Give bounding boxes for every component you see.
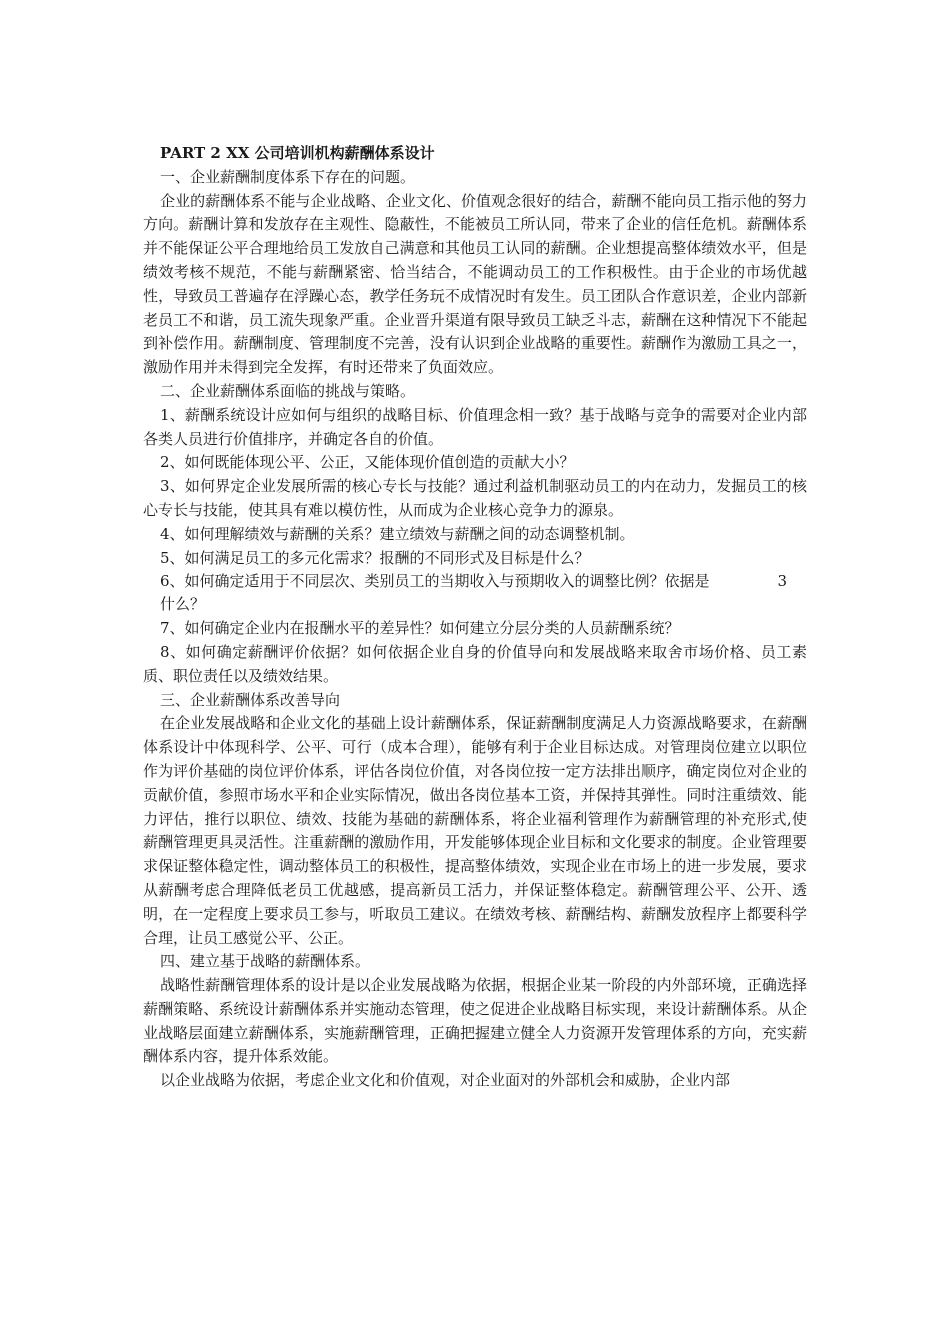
question-6: 6、如何确定适用于不同层次、类别员工的当期收入与预期收入的调整比例？依据是 [160, 572, 710, 591]
document-title: PART 2 XX 公司培训机构薪酬体系设计 [160, 144, 435, 162]
section-1-body: 企业的薪酬体系不能与企业战略、企业文化、价值观念很好的结合，薪酬不能向员工指示他的努力方向。薪酬计算和发放存在主观性、隐蔽性，不能被员工所认同，带来了企业的信任危机。薪酬体系并不能保证公平合理地给员工发放自己满意和其他员工认同的薪酬。企业想提高整体绩效水平，但是绩效考核不规范，不能与薪酬紧密、恰当结合，不能调动员工的工作积极性。由于企业的市场优越性，导致员工普遍存在浮躁心态，教学任务玩不成情况时有发生。员工团队合作意识差，企业内部新老员工不和谐，员工流失现象严重。企业晋升渠道有限导致员工缺乏斗志，薪酬在这种情况下不能起到补偿作用。薪酬制度、管理制度不完善，没有认识到企业战略的重要性。薪酬作为激励工具之一，激励作用并未得到完全发挥，有时还带来了负面效应。 [143, 191, 807, 377]
question-8: 8、如何确定薪酬评价依据？如何依据企业自身的价值导向和发展战略来取舍市场价格、员工素质、职位责任以及绩效结果。 [143, 642, 807, 685]
question-7: 7、如何确定企业内在报酬水平的差异性？如何建立分层分类的人员薪酬系统？ [160, 619, 680, 638]
question-2: 2、如何既能体现公平、公正，又能体现价值创造的贡献大小？ [160, 453, 575, 472]
question-4: 4、如何理解绩效与薪酬的关系？建立绩效与薪酬之间的动态调整机制。 [160, 524, 635, 543]
section-4-body: 战略性薪酬管理体系的设计是以企业发展战略为依据，根据企业某一阶段的内外部环境，正确选择薪酬策略、系统设计薪酬体系并实施动态管理，使之促进企业战略目标实现，来设计薪酬体系。从企业战略层面建立薪酬体系，实施薪酬管理，正确把握建立健全人力资源开发管理体系的方向，充实薪酬体系内容，提升体系效能。 [143, 976, 807, 1066]
question-5: 5、如何满足员工的多元化需求？报酬的不同形式及目标是什么？ [160, 548, 590, 567]
question-6-continued: 什么？ [160, 595, 206, 614]
document-body: PART 2 XX 公司培训机构薪酬体系设计 一、企业薪酬制度体系下存在的问题。 企业的薪酬体系不能与企业战略、企业文化、价值观念很好的结合，薪酬不能向员工指示他的努力方向。薪酬计算和发放存在主观性、隐蔽性，不能被员工所认同，带来了企业的信任危机。薪酬体系并不能保证公平合理地给员工发放自己满意和其他员工认同的薪酬。企业想提高整体绩效水平，但是绩效考核不规范，不能与薪酬紧密、恰当结合，不能调动员工的工作积极性。由于企业的市场优越性，导致员工普遍存在浮躁心态，教学任务玩不成情况时有发生。员工团队合作意识差，企业内部新老员工不和谐，员工流失现象严重。企业晋升渠道有限导致员工缺乏斗志，薪酬在这种情况下不能起到补偿作用。薪酬制度、管理制度不完善，没有认识到企业战略的重要性。薪酬作为激励工具之一，激励作用并未得到完全发挥，有时还带来了负面效应。 二、企业薪酬体系面临的挑战与策略。 1、薪酬系统设计应如何与组织的战略目标、价值理念相一致？基于战略与竞争的需要对企业内部各类人员进行价值排序，并确定各自的价值。 2、如何既能体现公平、公正，又能体现价值创造的贡献大小？ 3、如何界定企业发展所需的核心专长与技能？通过利益机制驱动员工的内在动力，发掘员工的核心专长与技能，使其具有难以模仿性，从而成为企业核心竞争力的源泉。 4、如何理解绩效与薪酬的关系？建立绩效与薪酬之间的动态调整机制。 5、如何满足员工的多元化需求？报酬的不同形式及目标是什么？ 6、如何确定适用于不同层次、类别员工的当期收入与预期收入的调整比例？依据是 3 什么？ 7、如何确定企业内在报酬水平的差异性？如何建立分层分类的人员薪酬系统？ 8、如何确定薪酬评价依据？如何依据企业自身的价值导向和发展战略来取舍市场价格、员工素质、职位责任以及绩效结果。 三、企业薪酬体系改善导向 在企业发展战略和企业文化的基础上设计薪酬体系，保证薪酬制度满足人力资源战略要求，在薪酬体系设计中体现科学、公平、可行（成本合理），能够有利于企业目标达成。对管理岗位建立以职位作为评价基础的岗位评价体系，评估各岗位价值，对各岗位按一定方法排出顺序，确定岗位对企业的贡献价值，参照市场水平和企业实际情况，做出各岗位基本工资，并保持其弹性。同时注重绩效、能力评估，推行以职位、绩效、技能为基础的薪酬体系，将企业福利管理作为薪酬管理的补充形式,使薪酬管理更具灵活性。注重薪酬的激励作用，开发能够体现企业目标和文化要求的制度。企业管理要求保证整体稳定性，调动整体员工的积极性，提高整体绩效，实现企业在市场上的进一步发展，要求从薪酬考虑合理降低老员工优越感，提高新员工活力，并保证整体稳定。薪酬管理公平、公开、透明，在一定程度上要求员工参与，听取员工建议。在绩效考核、薪酬结构、薪酬发放程序上都要科学合理，让员工感觉公平、公正。 四、建立基于战略的薪酬体系。 战略性薪酬管理体系的设计是以企业发展战略为依据，根据企业某一阶段的内外部环境，正确选择薪酬策略、系统设计薪酬体系并实施动态管理，使之促进企业战略目标实现，来设计薪酬体系。从企业战略层面建立薪酬体系，实施薪酬管理，正确把握建立健全人力资源开发管理体系的方向，充实薪酬体系内容，提升体系效能。 以企业战略为依据，考虑企业文化和价值观，对企业面对的外部机会和威胁，企业内部 [143, 142, 807, 1093]
section-2-heading: 二、企业薪酬体系面临的挑战与策略。 [160, 381, 416, 400]
section-3-heading: 三、企业薪酬体系改善导向 [160, 690, 341, 709]
section-4-heading: 四、建立基于战略的薪酬体系。 [160, 952, 371, 971]
section-1-heading: 一、企业薪酬制度体系下存在的问题。 [160, 167, 416, 186]
question-3: 3、如何界定企业发展所需的核心专长与技能？通过利益机制驱动员工的内在动力，发掘员工的核心专长与技能，使其具有难以模仿性，从而成为企业核心竞争力的源泉。 [143, 477, 807, 519]
section-3-body: 在企业发展战略和企业文化的基础上设计薪酬体系，保证薪酬制度满足人力资源战略要求，在薪酬体系设计中体现科学、公平、可行（成本合理），能够有利于企业目标达成。对管理岗位建立以职位作为评价基础的岗位评价体系，评估各岗位价值，对各岗位按一定方法排出顺序，确定岗位对企业的贡献价值，参照市场水平和企业实际情况，做出各岗位基本工资，并保持其弹性。同时注重绩效、能力评估，推行以职位、绩效、技能为基础的薪酬体系，将企业福利管理作为薪酬管理的补充形式,使薪酬管理更具灵活性。注重薪酬的激励作用，开发能够体现企业目标和文化要求的制度。企业管理要求保证整体稳定性，调动整体员工的积极性，提高整体绩效，实现企业在市场上的进一步发展，要求从薪酬考虑合理降低老员工优越感，提高新员工活力，并保证整体稳定。薪酬管理公平、公开、透明，在一定程度上要求员工参与，听取员工建议。在绩效考核、薪酬结构、薪酬发放程序上都要科学合理，让员工感觉公平、公正。 [143, 714, 807, 947]
section-4-body-2: 以企业战略为依据，考虑企业文化和价值观，对企业面对的外部机会和威胁，企业内部 [160, 1071, 731, 1090]
question-1: 1、薪酬系统设计应如何与组织的战略目标、价值理念相一致？基于战略与竞争的需要对企业内部各类人员进行价值排序，并确定各自的价值。 [143, 405, 807, 448]
